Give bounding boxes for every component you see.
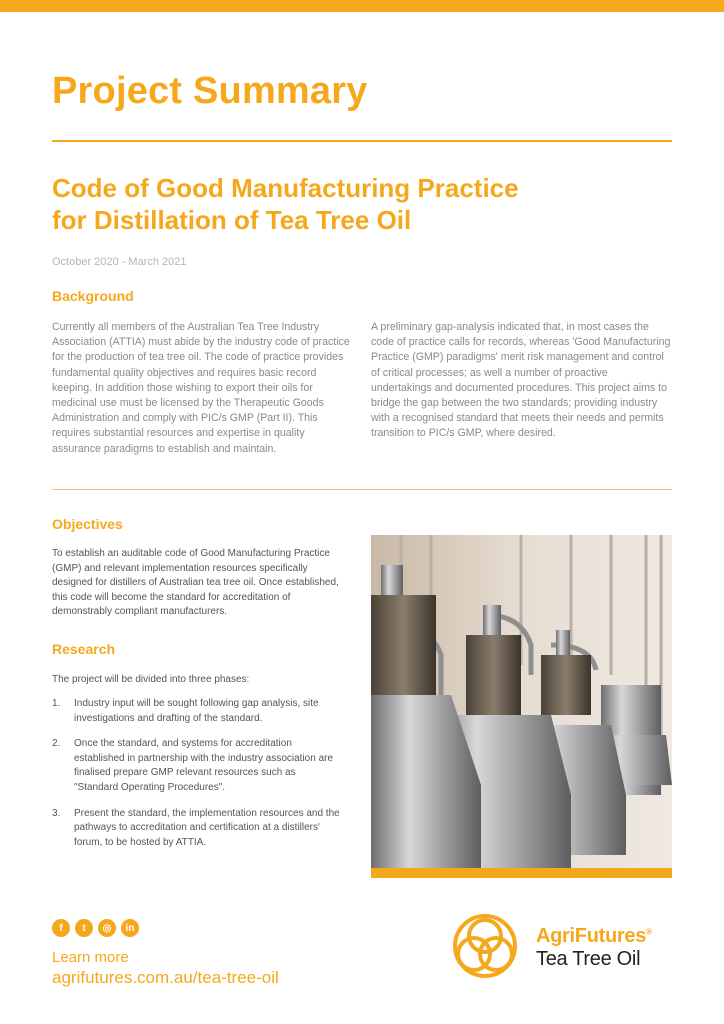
list-item-number: 3. — [52, 807, 61, 819]
list-item-text: Present the standard, the implementation resources and the pathways to accreditation and certification at a distillers' forum, to be hosted by ATTIA. — [74, 807, 340, 848]
project-title-line-1: Code of Good Manufacturing Practice — [52, 173, 519, 203]
twitter-icon[interactable]: t — [75, 919, 93, 937]
project-title — [52, 172, 612, 236]
learn-more-label: Learn more — [52, 949, 129, 966]
social-links — [52, 919, 139, 937]
facebook-icon[interactable]: f — [52, 919, 70, 937]
background-column-1: Currently all members of the Australian Tea Tree Industry Association (ATTIA) must abide by the industry code of practice for the production of tea tree oil. The code of practice provides fundamental quality objectives and requires basic record keeping. In addition those wishing to export their oils for medicinal use must be licensed by the Therapeutic Goods Administration and comply with PIC/s GMP (Part II). This requires substantial resources and expertise in quality assurance paradigms to establish and maintain. — [52, 321, 350, 455]
brand-name-text: AgriFutures — [536, 925, 647, 947]
objectives-text: To establish an auditable code of Good Manufacturing Practice (GMP) and relevant implementation resources specifically designed for distillers of Australian tea tree oil. Once established, this code will become the standard for accreditation of demonstrably compliant manufacturers. — [52, 548, 339, 618]
instagram-icon[interactable]: ◎ — [98, 919, 116, 937]
project-title-line-2: for Distillation of Tea Tree Oil — [52, 205, 412, 235]
agrifutures-logo-icon — [448, 912, 522, 980]
objectives-heading: Objectives — [52, 516, 123, 532]
background-column-2: A preliminary gap-analysis indicated that, in most cases the code of practice calls for records, whereas 'Good Manufacturing Practice (GMP) paradigms' merit risk management and control of critical processes; as well a number of proactive undertakings and documented procedures. This project aims to bridge the gap between the two standards; providing industry with a recognised standard that meets their needs and permits transition to PIC/s GMP, where desired. — [371, 321, 671, 440]
program-name: Tea Tree Oil — [536, 948, 641, 970]
list-item-number: 1. — [52, 698, 61, 709]
research-intro: The project will be divided into three phases: — [52, 674, 250, 685]
list-item-number: 2. — [52, 738, 61, 750]
research-heading: Research — [52, 641, 116, 657]
brand-name — [536, 925, 652, 948]
list-item — [52, 807, 342, 851]
heading-divider — [52, 140, 672, 142]
top-accent-bar — [0, 0, 724, 12]
project-dates: October 2020 - March 2021 — [52, 256, 187, 268]
list-item-text: Once the standard, and systems for accreditation established in partnership with the industry association are finalised prepare GMP relevant resources such as "Standard Operating Procedures". — [74, 738, 334, 793]
list-item — [52, 737, 342, 795]
distillery-photo — [371, 535, 672, 878]
background-heading: Background — [52, 288, 134, 304]
linkedin-icon[interactable]: in — [121, 919, 139, 937]
research-phases-list — [52, 697, 342, 861]
list-item — [52, 697, 342, 726]
list-item-text: Industry input will be sought following gap analysis, site investigations and drafting of the standard. — [74, 698, 319, 724]
page-heading: Project Summary — [52, 70, 368, 112]
section-divider — [52, 489, 672, 490]
registered-mark: ® — [646, 927, 652, 937]
website-link[interactable]: agrifutures.com.au/tea-tree-oil — [52, 968, 279, 987]
